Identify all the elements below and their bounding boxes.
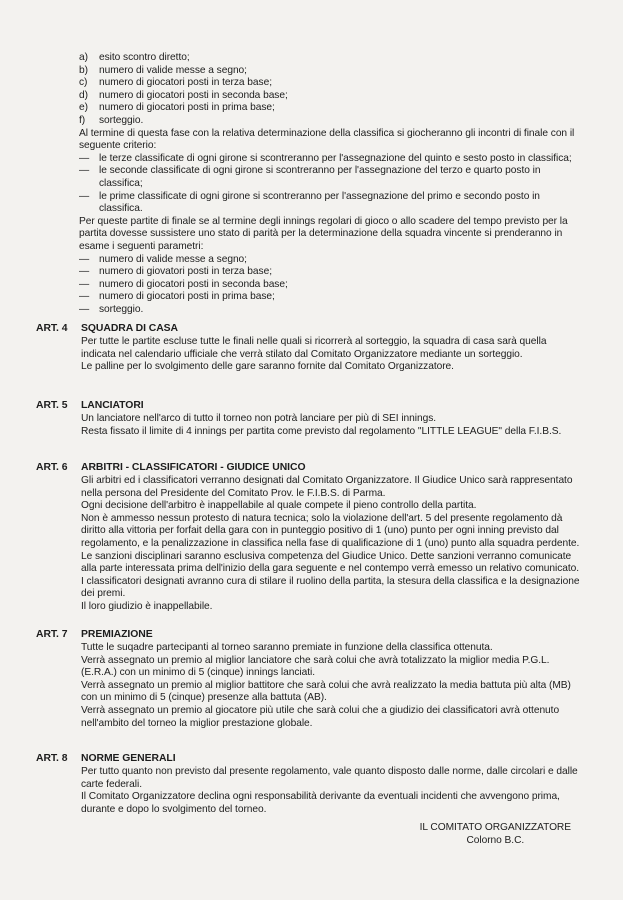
article-number: ART. 6 — [36, 462, 68, 473]
paragraph: Per queste partite di finale se al termine degli innings regolari di gioco o allo scadere del tempo previsto per la partita dovesse sussistere uno stato di parità per la determinazione della squadra vincente si prenderanno in esame i seguenti parametri: — [79, 215, 568, 252]
paragraph: Verrà assegnato un premio al giocatore più utile che sarà colui che a giudizio dei classificatori avrà ottenuto nell'ambito del torneo la miglior prestazione globale. — [81, 704, 560, 729]
paragraph: Per tutte le partite escluse tutte le finali nelle quali si ricorrerà al sorteggio, la squadra di casa sarà quella indicata nel calendario ufficiale che verrà stilato dal Comitato Organizzatore mediante un sorteggio. — [81, 336, 547, 360]
paragraph: Tutte le suqadre partecipanti al torneo saranno premiate in funzione della classifica ottenuta. — [81, 642, 493, 653]
article-number: ART. 4 — [36, 323, 68, 334]
article-4 — [36, 322, 581, 374]
article-6 — [36, 461, 581, 614]
list-item: — le seconde classificate di ogni girone si scontreranno per l'assegnazione del terzo e quarto posto in classifica; — [79, 165, 541, 189]
article-number: ART. 7 — [36, 629, 68, 640]
paragraph: Un lanciatore nell'arco di tutto il torneo non potrà lanciare per più di SEI innings. — [81, 413, 437, 424]
article-text — [81, 642, 581, 730]
paragraph: Per tutto quanto non previsto dal presente regolamento, vale quanto disposto dalle norme, dalle circolari e dalle carte federali. — [81, 766, 578, 790]
signature-line: IL COMITATO ORGANIZZATORE — [419, 822, 571, 833]
paragraph: Non è ammesso nessun protesto di natura tecnica; solo la violazione dell'art. 5 del presente regolamento dà diritto alla vittoria per forfait della gara con in punteggio positivo di 1 (uno) punto per ogni inning previsto dal regolamento, e la penalizzazione in classifica nella fase di qualificazione di 1 (uno) punto alla squadra perdente. — [81, 512, 580, 549]
paragraph: Le palline per lo svolgimento delle gare saranno fornite dal Comitato Organizzatore. — [81, 361, 454, 373]
list-item: — numero di giocatori posti in prima base; — [79, 291, 275, 303]
paragraph: Resta fissato il limite di 4 innings per partita come previsto dal regolamento "LITTLE LEAGUE" della F.I.B.S. — [81, 425, 562, 437]
article-text — [81, 475, 581, 614]
list-item: — numero di giocatori posti in seconda base; — [79, 278, 288, 290]
article-8 — [36, 752, 581, 816]
article-number: ART. 8 — [36, 753, 68, 764]
article-title: NORME GENERALI — [81, 753, 176, 764]
article-text — [81, 413, 581, 438]
paragraph: Verrà assegnato un premio al miglior lanciatore che sarà colui che avrà totalizzato la miglior media P.G.L. (E.R.A.) con un minimo di 5 (cinque) innings lanciati. — [81, 654, 550, 679]
paragraph: Ogni decisione dell'arbitro è inappellabile al quale compete il pieno controllo della partita. — [81, 500, 477, 512]
paragraph: Verrà assegnato un premio al miglior battitore che sarà colui che avrà realizzato la media battuta più alta (MB) con un minimo di 5 (cinque) presenze alla battuta (AB). — [81, 679, 571, 704]
list-item: b) numero di valide messe a segno; — [79, 64, 247, 76]
article-7 — [36, 628, 581, 730]
paragraph: Il loro giudizio è inappellabile. — [81, 600, 213, 612]
article-text — [81, 766, 581, 816]
list-item: — numero di giovatori posti in terza base; — [79, 266, 272, 278]
paragraph: Al termine di questa fase con la relativa determinazione della classifica si giocheranno gli incontri di finale con il seguente criterio: — [79, 127, 575, 152]
article-number: ART. 5 — [36, 400, 68, 411]
list-item: a) esito scontro diretto; — [79, 52, 190, 63]
paragraph: Le sanzioni disciplinari saranno esclusiva competenza del Giudice Unico. Dette sanzioni verranno comunicate alla parte interessata prima dell'inizio della gara seguente e nel contempo verrà emesso un relativo comunicato. — [81, 550, 580, 575]
signature-line: Colorno B.C. — [466, 834, 525, 846]
list-item: e) numero di giocatori posti in prima base; — [79, 102, 275, 114]
article-text — [81, 336, 581, 374]
article-title: PREMIAZIONE — [81, 629, 153, 640]
list-item: c) numero di giocatori posti in terza base; — [79, 77, 272, 89]
list-item: f) sorteggio. — [79, 114, 144, 126]
list-item: — sorteggio. — [79, 303, 144, 315]
list-item: — numero di valide messe a segno; — [79, 253, 247, 265]
paragraph: I classificatori designati avranno cura di stilare il ruolino della partita, la stesura della classifica e la designazione dei premi. — [81, 575, 580, 600]
paragraph: Gli arbitri ed i classificatori verranno designati dal Comitato Organizzatore. Il Giudice Unico sarà rappresentato nella persona del Presidente del Comitato Prov. le F.I.B.S. di Parma. — [81, 475, 573, 499]
article-title: SQUADRA DI CASA — [81, 323, 179, 334]
signature-block — [420, 822, 571, 847]
list-item: d) numero di giocatori posti in seconda base; — [79, 89, 288, 101]
article-title: ARBITRI - CLASSIFICATORI - GIUDICE UNICO — [81, 462, 306, 473]
paragraph: Il Comitato Organizzatore declina ogni responsabilità derivante da eventuali incidenti che avvengono prima, durante e dopo lo svolgimento del torneo. — [81, 791, 560, 815]
intro-section — [79, 52, 579, 316]
article-5 — [36, 399, 581, 438]
list-item: — le terze classificate di ogni girone si scontreranno per l'assegnazione del quinto e sesto posto in classifica; — [79, 152, 572, 164]
article-title: LANCIATORI — [81, 400, 144, 411]
list-item: — le prime classificate di ogni girone si scontreranno per l'assegnazione del primo e secondo posto in classifica. — [79, 190, 540, 215]
